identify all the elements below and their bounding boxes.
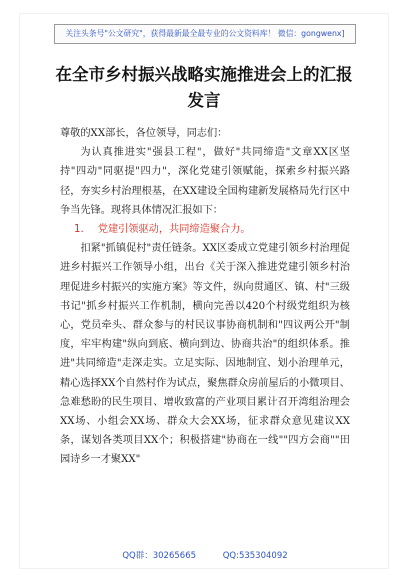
section-paragraph: 扣紧"抓镇促村"责任链条。XX区委成立党建引领乡村治理促进乡村振兴工作领导小组，出台《关于深入推进党建引领乡村治理促进乡村振兴的实施方案》等文件，纵向贯通区、镇、村"三级书记"抓乡村振兴工作机制，横向完善以420个村级党组织为核心，党员牵头、群众参与的村民议事协商机制和"四议两公开"制度，牢牢构建"纵向到底、横向到边、协商共治"的组织体系。推进"共同缔造"走深走实。立足实际、因地制宜、划小治理单元，精心选择XX个自然村作为试点，聚焦群众房前屋后的小微项目、急难愁盼的民生项目、增收致富的产业项目累计召开湾组治理会XX场、小组会XX场、群众大会XX场，征求群众意见建议XX条，谋划各类项目XX个；积极搭建"协商在一线""四方会商""田园诗乡一才聚XX" [60, 243, 350, 466]
section-number: 1. [74, 224, 84, 236]
section-heading [60, 220, 350, 239]
contact-footer [60, 549, 350, 561]
document-title: 在全市乡村振兴战略实施推进会上的汇报发言 [55, 65, 353, 110]
salutation: 尊敬的XX部长，各位领导，同志们： [60, 128, 228, 139]
intro-paragraph: 为认真推进实"强县工程"，做好"共同缔造"文章XX区坚持"四动"同驱提"四力"，深化党建引领赋能，探索乡村振兴路径，夯实乡村治理根基，在XX建设全国构建新发展格局先行区中争当先锋。现将具体情况汇报如下： [60, 147, 350, 216]
document-body [60, 124, 350, 470]
promo-banner[interactable]: 关注头条号"公文研究"，获得最新最全最专业的公文资料库！ 微信：gongwenx] [54, 24, 356, 44]
section-title: 党建引领驱动，共同缔造聚合力。 [97, 224, 251, 236]
qq-group-text: QQ群：30265665 [122, 551, 197, 561]
qq-text: QQ:535304092 [222, 551, 288, 561]
